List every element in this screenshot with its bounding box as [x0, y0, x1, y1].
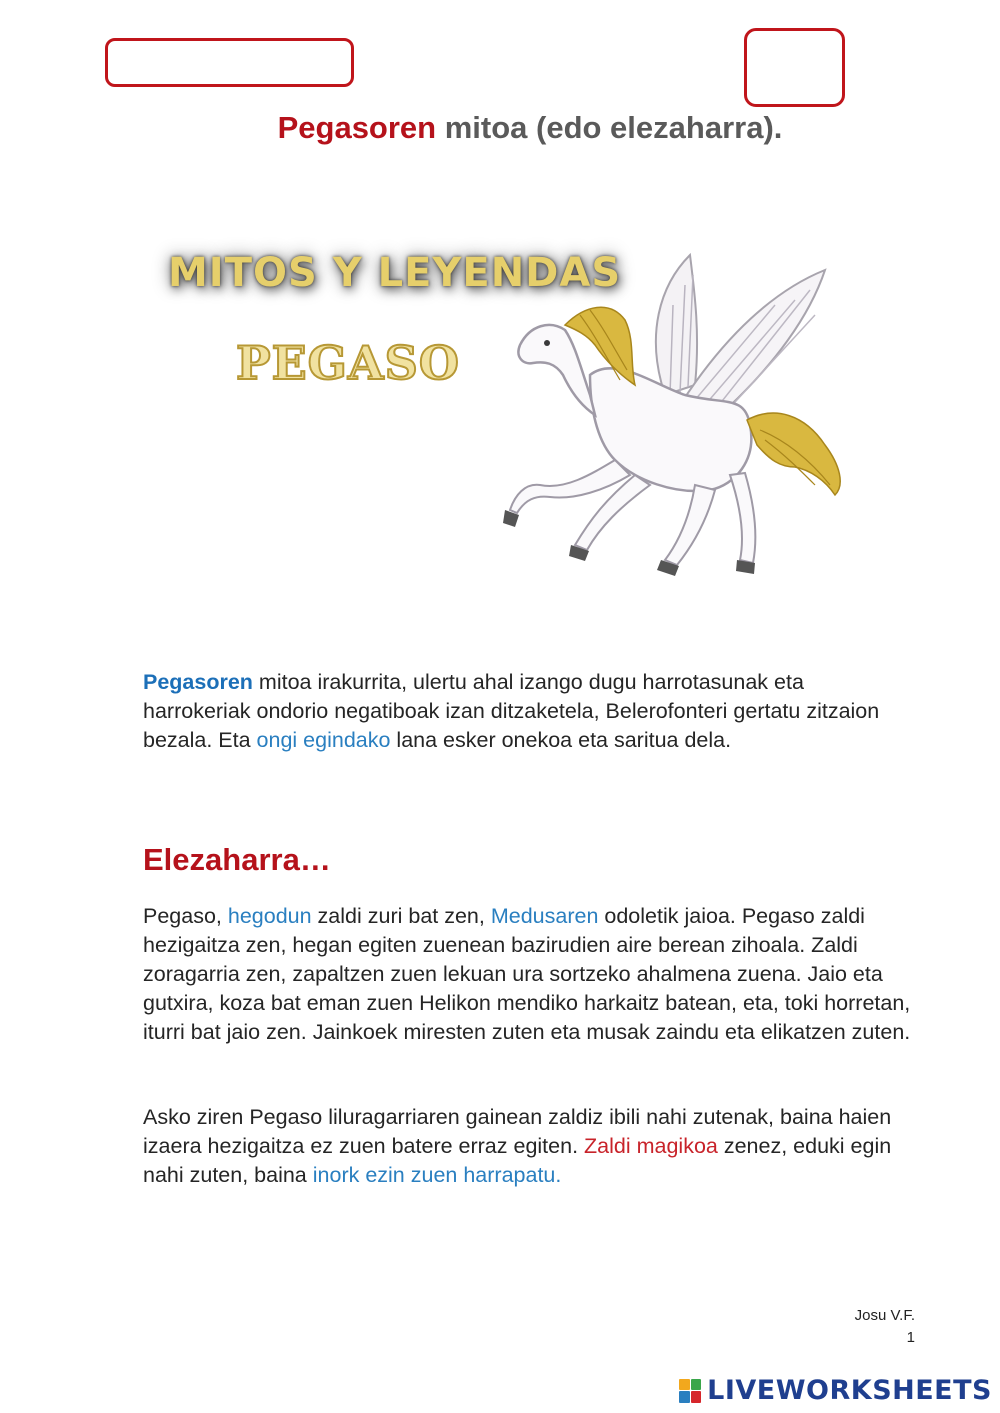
para1-text-3: odoletik jaioa. Pegaso zaldi hezigaitza zen, hegan egiten zuenean bazirudien aire berean zihoala. Zaldi zoragarria zen, zapaltzen zuen lekuan ura sortzeko ahalmena zuena. Jaio eta gutxira, koza bat eman zuen Helikon mendiko harkaitz batean, eta, toki horretan, iturri bat jaio zen. Jainkoek miresten zuten eta musak zaindu eta elikatzen zuten. [143, 904, 911, 1044]
liveworksheets-brand-text: LIVEWORKSHEETS [707, 1375, 992, 1406]
intro-keyword: Pegasoren [143, 670, 253, 694]
para2-text-2: zenez, eduki egin nahi zuten, baina [143, 1134, 892, 1187]
author-name: Josu V.F. [854, 1307, 915, 1324]
para2-highlight-blue: inork ezin zuen harrapatu. [312, 1163, 562, 1187]
intro-paragraph [143, 668, 913, 755]
para1-highlight-2: Medusaren [490, 904, 599, 928]
score-answer-field[interactable] [744, 28, 845, 107]
para1-text-2: zaldi zuri bat zen, [311, 904, 491, 928]
title-rest: mitoa (edo elezaharra). [436, 110, 783, 145]
para2-text-1: Asko ziren Pegaso liluragarriaren gainean zaldiz ibili nahi zutenak, baina haien izaera hezigaitza ez zuen batere erraz egiten. [143, 1105, 892, 1158]
page-number: 1 [906, 1329, 915, 1346]
intro-text: mitoa irakurrita, ulertu ahal izango dugu harrotasunak eta harrokeriak ondorio negatiboak izan ditzaketela, Belerofonteri gertatu zitzaion bezala. Eta [143, 670, 880, 752]
page-footer-info [855, 1305, 915, 1349]
para1-text-1: Pegaso, [143, 904, 228, 928]
intro-text-end: lana esker onekoa eta saritua dela. [390, 728, 732, 752]
page-title [0, 110, 1000, 146]
story-paragraph-2 [143, 1103, 913, 1190]
para1-highlight-1: hegodun [227, 904, 312, 928]
liveworksheets-logo-icon [679, 1379, 701, 1403]
story-paragraph-1 [143, 902, 913, 1047]
banner-line-1: MITOS Y LEYENDAS [168, 250, 622, 296]
section-title: Elezaharra… [143, 842, 331, 877]
title-highlight: Pegasoren [277, 110, 437, 145]
intro-highlight: ongi egindako [256, 728, 391, 752]
name-answer-field[interactable] [105, 38, 354, 87]
pegasus-illustration [495, 245, 855, 580]
para2-highlight-red: Zaldi magikoa [584, 1134, 718, 1158]
liveworksheets-logo[interactable] [679, 1375, 992, 1406]
banner-line-2: PEGASO [236, 336, 460, 390]
